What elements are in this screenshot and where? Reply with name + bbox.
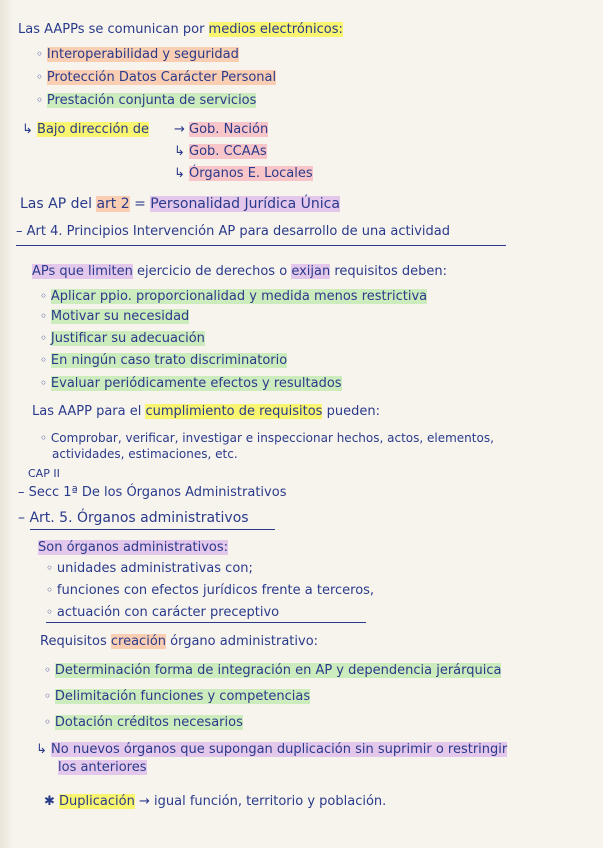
list-item	[40, 288, 427, 305]
item-text: Protección Datos Carácter Personal	[46, 70, 277, 85]
bullet-icon: ◦	[44, 715, 55, 729]
list-item	[44, 662, 501, 679]
item-text: Gob. Nación	[189, 122, 269, 137]
list-item	[40, 430, 494, 446]
asterisk-icon: ✱	[44, 794, 60, 809]
item-text: funciones con efectos jurídicos frente a terceros,	[56, 583, 375, 598]
list-item	[46, 560, 253, 577]
bullet-icon: ◦	[36, 70, 47, 84]
item-text: actuación con carácter preceptivo	[56, 605, 280, 620]
line-anteriores	[58, 760, 147, 776]
text: Las AP del	[20, 196, 97, 212]
line-cumplimiento	[32, 404, 380, 420]
bullet-icon: ◦	[40, 353, 51, 367]
highlight-medios: medios electrónicos:	[208, 22, 343, 37]
highlight-personalidad: Personalidad Jurídica Única	[150, 196, 340, 212]
chapter-text: CAP II	[28, 467, 60, 480]
direction-item	[174, 122, 268, 138]
item-text: Gob. CCAAs	[189, 144, 267, 159]
item-text: Comprobar, verificar, investigar e inspeccionar hechos, actos, elementos,	[50, 431, 494, 445]
item-text: Determinación forma de integración en AP y dependencia jerárquica	[54, 663, 502, 678]
line-son-organos	[38, 540, 228, 556]
return-arrow-icon: ↳	[174, 144, 190, 159]
text: órgano administrativo:	[166, 634, 319, 649]
highlight-cumplimiento: cumplimiento de requisitos	[145, 404, 323, 419]
line-direccion	[22, 122, 149, 138]
line-no-nuevos	[36, 742, 507, 758]
text: pueden:	[322, 404, 380, 419]
text: =	[129, 196, 151, 212]
text: requisitos deben:	[330, 264, 447, 279]
heading-text: – Art 4. Principios Intervención AP para desarrollo de una actividad	[16, 224, 450, 239]
text: igual función, territorio y población.	[154, 794, 387, 809]
section-heading	[16, 224, 450, 240]
item-text: Órganos E. Locales	[189, 166, 313, 181]
bullet-icon: ◦	[40, 309, 51, 323]
item-text: Interoperabilidad y seguridad	[46, 47, 239, 62]
line-aps	[32, 264, 447, 280]
bullet-icon: ◦	[46, 583, 57, 597]
list-item	[44, 688, 310, 705]
list-item	[36, 46, 239, 63]
highlight-duplicacion: Duplicación	[59, 794, 135, 809]
section-heading	[18, 485, 286, 501]
line-personalidad	[20, 196, 340, 212]
list-item	[36, 92, 256, 109]
divider	[46, 622, 366, 623]
direction-item	[174, 144, 267, 160]
item-text: Justificar su adecuación	[50, 331, 205, 346]
bullet-icon: ◦	[36, 47, 47, 61]
item-text: unidades administrativas con;	[56, 561, 253, 576]
line-requisitos	[40, 634, 318, 650]
highlight-organos: Son órganos administrativos:	[38, 540, 228, 555]
bullet-icon: ◦	[44, 663, 55, 677]
highlight-no-nuevos: No nuevos órganos que supongan duplicación sin suprimir o restringir	[51, 742, 508, 757]
item-text: Aplicar ppio. proporcionalidad y medida menos restrictiva	[50, 289, 428, 304]
highlight-exijan: exijan	[291, 264, 331, 279]
item-text: Dotación créditos necesarios	[54, 715, 243, 730]
list-item	[46, 604, 279, 621]
list-item	[46, 582, 374, 599]
bullet-icon: ◦	[40, 376, 51, 390]
divider	[30, 529, 275, 530]
bullet-icon: ◦	[46, 605, 57, 619]
text: Las AAPP para el	[32, 404, 146, 419]
text: ejercicio de derechos o	[132, 264, 292, 279]
arrow-right-icon: →	[134, 794, 154, 809]
item-text: Motivar su necesidad	[50, 309, 190, 324]
highlight-creacion: creación	[110, 634, 167, 649]
list-item	[40, 375, 342, 392]
text: Las AAPPs se comunican por	[18, 22, 209, 37]
list-item	[40, 308, 189, 325]
bullet-icon: ◦	[46, 561, 57, 575]
item-text: Prestación conjunta de servicios	[46, 93, 257, 108]
line-comunicacion	[18, 22, 343, 38]
bullet-icon: ◦	[40, 289, 51, 303]
item-text: Delimitación funciones y competencias	[54, 689, 311, 704]
divider	[16, 245, 506, 246]
item-text: Evaluar periódicamente efectos y resultados	[50, 376, 342, 391]
bullet-icon: ◦	[40, 431, 51, 445]
highlight-art2: art 2	[96, 196, 130, 212]
chapter-label	[28, 466, 60, 482]
highlight-limiten: limiten	[88, 264, 133, 279]
highlight-anteriores: los anteriores	[58, 760, 147, 775]
list-item-continuation	[52, 446, 238, 462]
highlight-aps: APs que	[32, 264, 89, 279]
text: Requisitos	[40, 634, 111, 649]
return-arrow-icon: ↳	[22, 122, 38, 137]
line-duplicacion	[44, 794, 386, 810]
heading-text: – Art. 5. Órganos administrativos	[18, 510, 249, 526]
list-item	[44, 714, 243, 731]
direction-item	[174, 166, 313, 182]
bullet-icon: ◦	[44, 689, 55, 703]
list-item	[40, 330, 205, 347]
article-heading	[18, 510, 249, 526]
return-arrow-icon: ↳	[36, 742, 52, 757]
arrow-right-icon: →	[174, 122, 190, 137]
item-text: En ningún caso trato discriminatorio	[50, 353, 288, 368]
bullet-icon: ◦	[36, 93, 47, 107]
text: Bajo dirección de	[37, 122, 150, 137]
return-arrow-icon: ↳	[174, 166, 190, 181]
list-item	[40, 352, 287, 369]
heading-text: – Secc 1ª De los Órganos Administrativos	[18, 485, 287, 500]
bullet-icon: ◦	[40, 331, 51, 345]
list-item	[36, 69, 276, 86]
item-text: actividades, estimaciones, etc.	[52, 447, 238, 461]
